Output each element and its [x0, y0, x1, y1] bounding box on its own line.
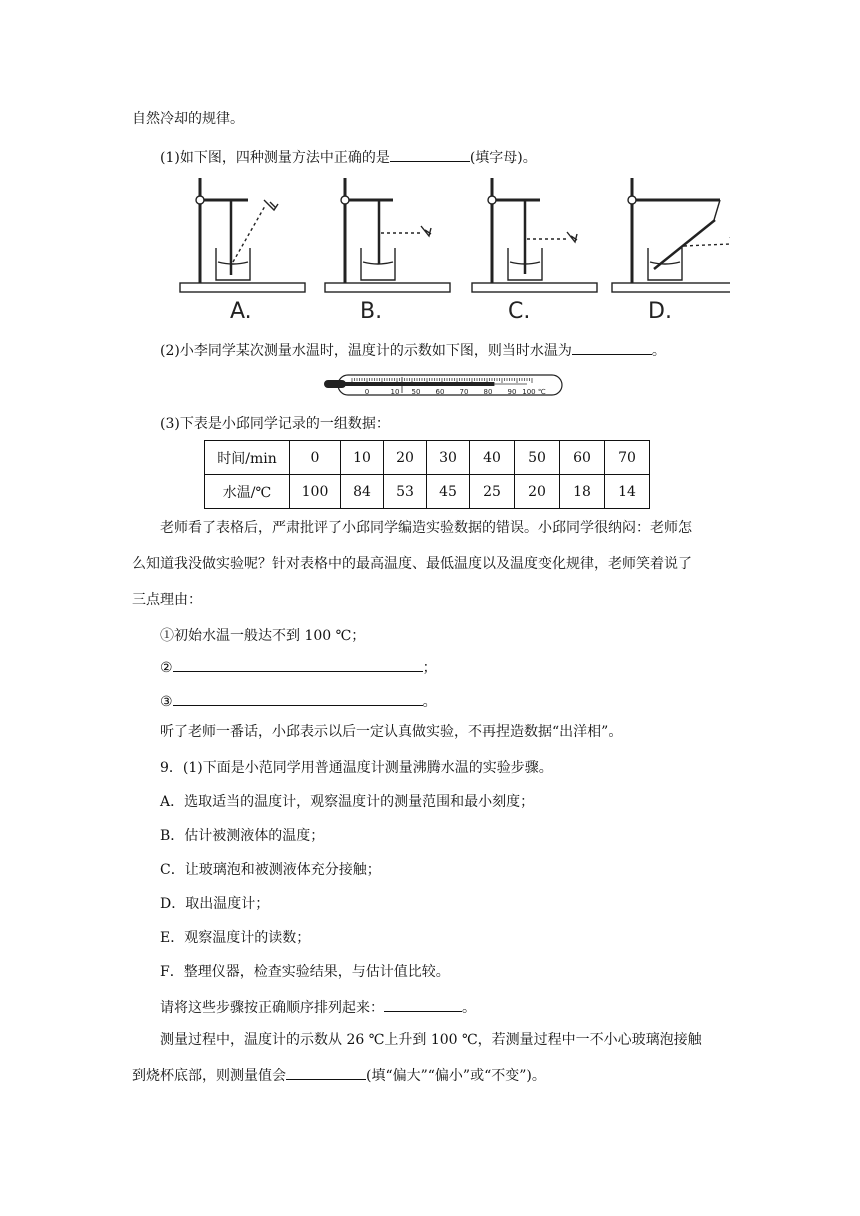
data-table: [204, 440, 650, 509]
table-cell: 10: [341, 441, 384, 475]
measure-question: [132, 1064, 546, 1086]
tick-label: 100 ℃: [522, 388, 546, 396]
table-cell: 50: [515, 441, 560, 475]
question-text: (填“偏大”“偏小”或“不变”)。: [366, 1068, 546, 1084]
table-cell: 30: [427, 441, 470, 475]
label-c: C.: [508, 299, 531, 322]
step-a: A．选取适当的温度计，观察温度计的测量范围和最小刻度；: [160, 794, 535, 810]
order-question: [160, 996, 476, 1018]
label-d: D.: [648, 299, 672, 322]
table-cell: 70: [605, 441, 650, 475]
question-1: [160, 146, 537, 168]
tick-label: 70: [459, 388, 469, 396]
table-cell: 0: [290, 441, 341, 475]
table-cell: 20: [384, 441, 427, 475]
question-2: [160, 339, 666, 361]
table-cell: 60: [560, 441, 605, 475]
table-cell: 53: [384, 475, 427, 509]
reason-marker: ②: [160, 660, 173, 676]
tick-label: 80: [483, 388, 493, 396]
text-line: 三点理由：: [132, 592, 202, 608]
thermometer-bulb: [324, 380, 346, 388]
question-text: 。: [462, 1000, 476, 1016]
table-cell: 20: [515, 475, 560, 509]
tick-label: 90: [507, 388, 517, 396]
reason-3: [160, 690, 437, 712]
tick-label: 60: [435, 388, 445, 396]
label-b: B.: [360, 299, 383, 322]
table-cell: 18: [560, 475, 605, 509]
table-row: [205, 441, 650, 475]
label-a: A.: [230, 299, 252, 322]
step-d: D．取出温度计；: [160, 896, 270, 912]
measurement-methods-figure: [170, 176, 730, 322]
text-line: 听了老师一番话，小邱表示以后一定认真做实验，不再捏造数据“出洋相”。: [160, 724, 623, 740]
answer-blank[interactable]: [390, 146, 470, 162]
reason-1: ①初始水温一般达不到 100 ℃；: [160, 628, 366, 644]
table-header: 水温/℃: [205, 475, 290, 509]
reason-2: [160, 656, 437, 678]
question-3: (3)下表是小邱同学记录的一组数据：: [160, 416, 390, 432]
step-c: C．让玻璃泡和被测液体充分接触；: [160, 862, 381, 878]
table-cell: 25: [470, 475, 515, 509]
method-c-figure: [472, 178, 597, 292]
method-b-figure: [325, 178, 450, 292]
question-text: (填字母)。: [469, 150, 537, 166]
method-a-figure: [180, 178, 305, 292]
reason-end: 。: [422, 694, 437, 710]
table-cell: 84: [341, 475, 384, 509]
question-text: 到烧杯底部，则测量值会: [132, 1068, 286, 1084]
text-line: 测量过程中，温度计的示数从 26 ℃上升到 100 ℃，若测量过程中一不小心玻璃泡接触: [160, 1032, 702, 1048]
step-e: E．观察温度计的读数；: [160, 930, 311, 946]
question-text: 。: [651, 343, 666, 359]
question-9: 9．(1)下面是小范同学用普通温度计测量沸腾水温的实验步骤。: [160, 760, 553, 776]
answer-blank[interactable]: [173, 656, 423, 672]
answer-blank[interactable]: [173, 690, 423, 706]
step-f: F．整理仪器，检查实验结果，与估计值比较。: [160, 964, 450, 980]
table-cell: 100: [290, 475, 341, 509]
answer-blank[interactable]: [572, 339, 652, 355]
step-b: B．估计被测液体的温度；: [160, 828, 325, 844]
answer-blank[interactable]: [286, 1064, 366, 1080]
reason-marker: ③: [160, 694, 173, 710]
question-text: (2)小李同学某次测量水温时，温度计的示数如下图，则当时水温为: [160, 343, 572, 359]
answer-blank[interactable]: [384, 996, 462, 1012]
method-d-figure: [612, 178, 730, 292]
text-line: 老师看了表格后，严肃批评了小邱同学编造实验数据的错误。小邱同学很纳闷：老师怎: [160, 520, 692, 536]
question-text: 请将这些步骤按正确顺序排列起来：: [160, 1000, 384, 1016]
tick-label: 0: [364, 388, 370, 396]
thermometer-figure: [322, 370, 566, 400]
table-cell: 40: [470, 441, 515, 475]
tick-label: 50: [411, 388, 421, 396]
tick-label: 10: [390, 388, 400, 396]
table-cell: 45: [427, 475, 470, 509]
question-text: (1)如下图，四种测量方法中正确的是: [160, 150, 390, 166]
table-cell: 14: [605, 475, 650, 509]
table-header: 时间/min: [205, 441, 290, 475]
table-row: [205, 475, 650, 509]
text-line: 么知道我没做实验呢？针对表格中的最高温度、最低温度以及温度变化规律，老师笑着说了: [132, 556, 692, 572]
reason-end: ；: [422, 660, 437, 676]
text-line: 自然冷却的规律。: [132, 111, 244, 127]
